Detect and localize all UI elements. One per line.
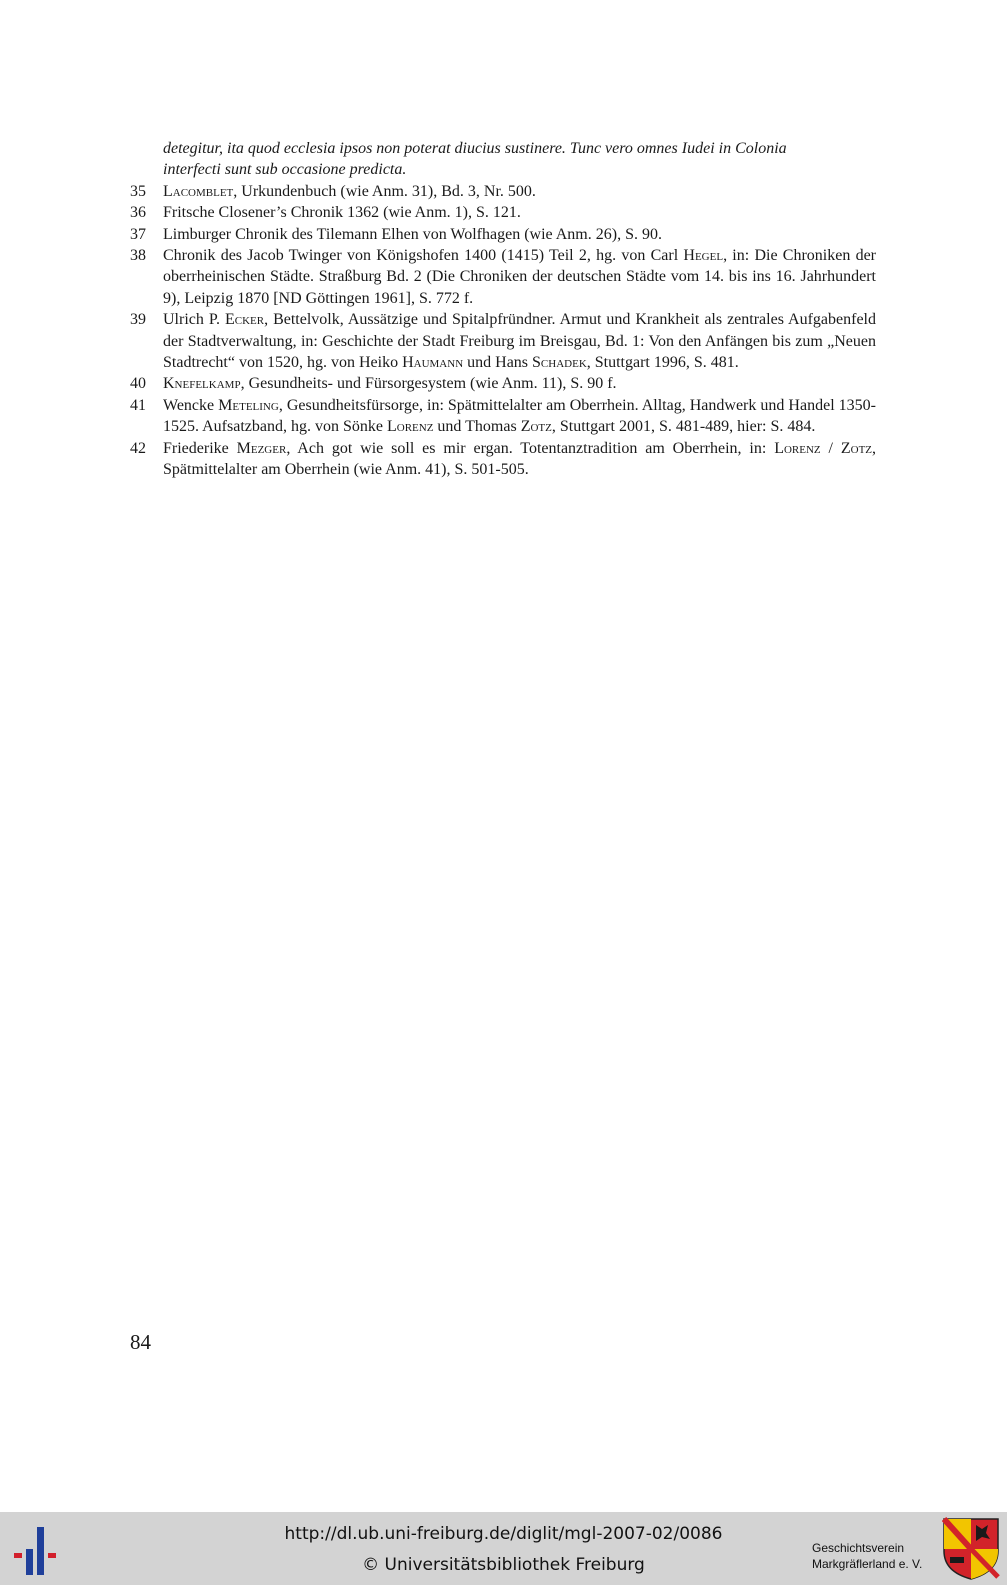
footnote-text-segment: und Thomas <box>433 418 521 436</box>
footnote-number: 35 <box>130 182 146 200</box>
footnote-text-segment: Fritsche Closener’s Chronik 1362 (wie Anm. 1), S. 121. <box>163 204 521 222</box>
footnote-item <box>130 202 876 223</box>
footnote-text-segment: , Stuttgart 1996, S. 481. <box>586 354 739 372</box>
society-name-line: Markgräflerland e. V. <box>812 1557 923 1571</box>
author-name: Meteling <box>218 396 279 414</box>
continuation-line: detegitur, ita quod ecclesia ipsos non poterat diucius sustinere. Tunc vero omnes Iudei in Colonia <box>163 140 787 157</box>
footnote-number: 38 <box>130 247 146 265</box>
footnote-number: 41 <box>130 396 146 414</box>
author-name: Zotz <box>840 439 873 457</box>
footnote-text <box>163 224 876 245</box>
footnote-text-segment: Limburger Chronik des Tilemann Elhen von Wolfhagen (wie Anm. 26), S. 90. <box>163 225 662 243</box>
footnote-text <box>163 395 876 438</box>
footnote-number: 40 <box>130 375 146 393</box>
footnote-text-segment: / <box>820 439 841 457</box>
footnote-continuation <box>130 138 876 181</box>
footnote-item <box>130 224 876 245</box>
author-name: Lorenz <box>774 439 821 457</box>
footnote-text <box>163 181 876 202</box>
footnote-text-segment: , Stuttgart 2001, S. 481-489, hier: S. 484. <box>551 418 816 436</box>
author-name: Lorenz <box>386 418 434 436</box>
author-name: Mezger <box>236 439 287 457</box>
footnote-number: 42 <box>130 439 146 457</box>
footnote-text <box>163 438 876 481</box>
footnote-text-segment: , Gesundheits- und Fürsorgesystem (wie Anm. 11), S. 90 f. <box>240 375 617 393</box>
footnote-text-segment: , Bettelvolk, Aussätzige und Spitalpfründner. Armut und Krankheit als zentrales Aufgabenfeld der Stadtverwaltung, in: Geschichte der Stadt Freiburg im Breisgau, Bd. 1: Von den Anfängen bis zum „Neuen Stadtrecht“ von 1520, hg. von Heiko <box>163 311 876 372</box>
author-name: Knefelkamp <box>163 375 241 393</box>
footnote-text-segment: und Hans <box>463 354 533 372</box>
footnote-text <box>163 373 876 394</box>
copyright-text: © Universitätsbibliothek Freiburg <box>362 1555 645 1575</box>
footnote-text-segment: Friederike <box>163 439 237 457</box>
coat-of-arms-icon <box>942 1517 1000 1581</box>
author-name: Lacomblet <box>163 182 234 200</box>
author-name: Hegel <box>683 247 724 265</box>
author-name: Haumann <box>402 354 464 372</box>
society-name <box>812 1540 922 1572</box>
footnote-text <box>163 245 876 309</box>
footnotes <box>130 138 876 481</box>
footnote-text <box>163 309 876 373</box>
footnote-text-segment: , Ach got wie soll es mir ergan. Totentanztradition am Oberrhein, in: <box>286 439 775 457</box>
footnote-text-segment: , Gesundheitsfürsorge, in: Spätmittelalter am Oberrhein. Alltag, Handwerk und Handel 1350-1525. Aufsatzband, hg. von Sönke <box>163 396 876 436</box>
footnote-item <box>130 373 876 394</box>
footnote-item <box>130 181 876 202</box>
footnote-item <box>130 438 876 481</box>
footnote-text-segment: Ulrich P. <box>163 311 225 329</box>
author-name: Ecker <box>224 311 265 329</box>
footer-bar <box>0 1512 1007 1585</box>
footnote-number: 36 <box>130 204 146 222</box>
footnote-number: 37 <box>130 225 146 243</box>
footnote-text-segment: , Spätmittelalter am Oberrhein (wie Anm. 41), S. 501-505. <box>163 439 877 479</box>
footnote-text-segment: Chronik des Jacob Twinger von Königshofen 1400 (1415) Teil 2, hg. von Carl <box>163 247 684 265</box>
continuation-line: interfecti sunt sub occasione predicta. <box>163 161 407 179</box>
author-name: Schadek <box>532 354 587 372</box>
footnote-item <box>130 395 876 438</box>
footnote-list <box>130 181 876 481</box>
author-name: Zotz <box>520 418 552 436</box>
society-name-line: Geschichtsverein <box>812 1541 905 1555</box>
footnote-text-segment: , in: Die Chroniken der oberrheinischen Städte. Straßburg Bd. 2 (Die Chroniken der deutschen Städte vom 14. bis ins 16. Jahrhundert 9), Leipzig 1870 [ND Göttingen 1961], S. 772 f. <box>163 247 877 307</box>
footnote-text-segment: Wencke <box>163 396 219 414</box>
footnote-text-segment: , Urkundenbuch (wie Anm. 31), Bd. 3, Nr. 500. <box>233 182 536 200</box>
footnote-number: 39 <box>130 311 146 329</box>
footnote-text <box>163 202 876 223</box>
page-number: 84 <box>130 1330 151 1354</box>
footnote-item <box>130 245 876 309</box>
document-url-link[interactable]: http://dl.ub.uni-freiburg.de/diglit/mgl-2007-02/0086 <box>284 1524 723 1544</box>
footnote-item <box>130 309 876 373</box>
